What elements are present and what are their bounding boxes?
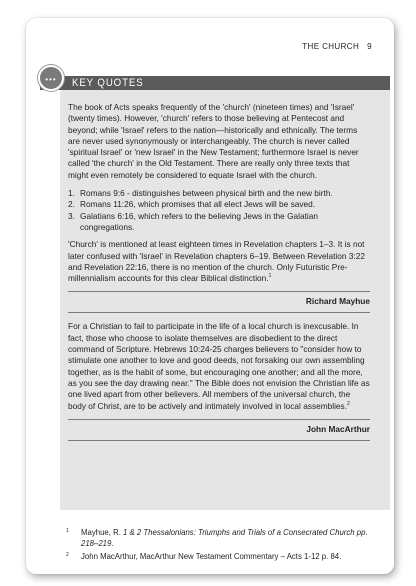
quote1-paragraph2: 'Church' is mentioned at least eighteen times in Revelation chapters 1–3. It is not later confused with 'Israel' in Revelation chapters 6–19. Between Revelation 3:22 and Revelation 22:16, there is no mention of the church. Only Futuristic Pre-millennialism accounts for this clear Biblical distinction.$^1$ (68, 239, 365, 284)
book-page (26, 18, 394, 574)
footnote-ref[interactable]: 1 (268, 273, 272, 280)
list-item: 1. Romans 9:6 - distinguishes between physical birth and the new birth. (68, 188, 333, 199)
quote2-paragraph: For a Christian to fail to participate in the life of a local church is inexcusable. In fact, those who choose to isolate themselves are disobedient to the direct command of Scripture. Hebrews 10:24-25 charges believers to "consider how to stimulate one another to love and good deeds, not forsaking our own assembling together, as is the habit of some, but encouraging one another; and all the more, as you see the day drawing near." The Bible does not envision the Christian life as one lived apart from other believers. All members of the universal church, the body of Christ, are to be actively and intimately involved in local assemblies.$^2$ (68, 321, 370, 411)
quote2-author: John MacArthur (306, 423, 370, 434)
quote1-paragraph1: The book of Acts speaks frequently of the 'church' (nineteen times) and 'Israel' (twenty times). However, 'church' refers to those believing at Pentecost and beyond; while 'Israel' refers to the nation—historically and ethnically. The terms are never used synonymously or interchangeably. The church is never called 'spiritual Israel' or 'new Israel' in the New Testament; furthermore Israel is never called 'the church' in the Old Testament. There are really only three texts that might even remotely be considered to equate Israel with the church. (68, 102, 359, 180)
footnote: 2 John MacArthur, MacArthur New Testament Commentary – Acts 1-12 p. 84. (66, 552, 342, 561)
list-item: 2. Romans 11:26, which promises that all elect Jews will be saved. (68, 199, 316, 210)
quote1-list (68, 188, 370, 233)
key-quotes-box (60, 90, 390, 510)
speech-bubble-icon: ••• (38, 65, 64, 91)
footnotes (66, 528, 386, 566)
key-quotes-title: KEY QUOTES (72, 77, 144, 89)
list-item: 3. Galatians 6:16, which refers to the believing Jews in the Galatian congregations. (68, 210, 318, 232)
running-head-title: THE CHURCH (302, 42, 360, 51)
key-quotes-header-bar (40, 76, 390, 90)
divider (68, 440, 370, 441)
divider (68, 419, 370, 420)
running-head (26, 42, 372, 51)
divider (68, 312, 370, 313)
footnote-ref[interactable]: 2 (347, 400, 350, 407)
footnote: 1 Mayhue, R. 1 & 2 Thessalonians: Triumphs and Trials of a Consecrated Church pp. 218–219. (66, 528, 368, 548)
quote1-author: Richard Mayhue (305, 296, 370, 307)
divider (68, 291, 370, 292)
page-number: 9 (367, 42, 372, 51)
